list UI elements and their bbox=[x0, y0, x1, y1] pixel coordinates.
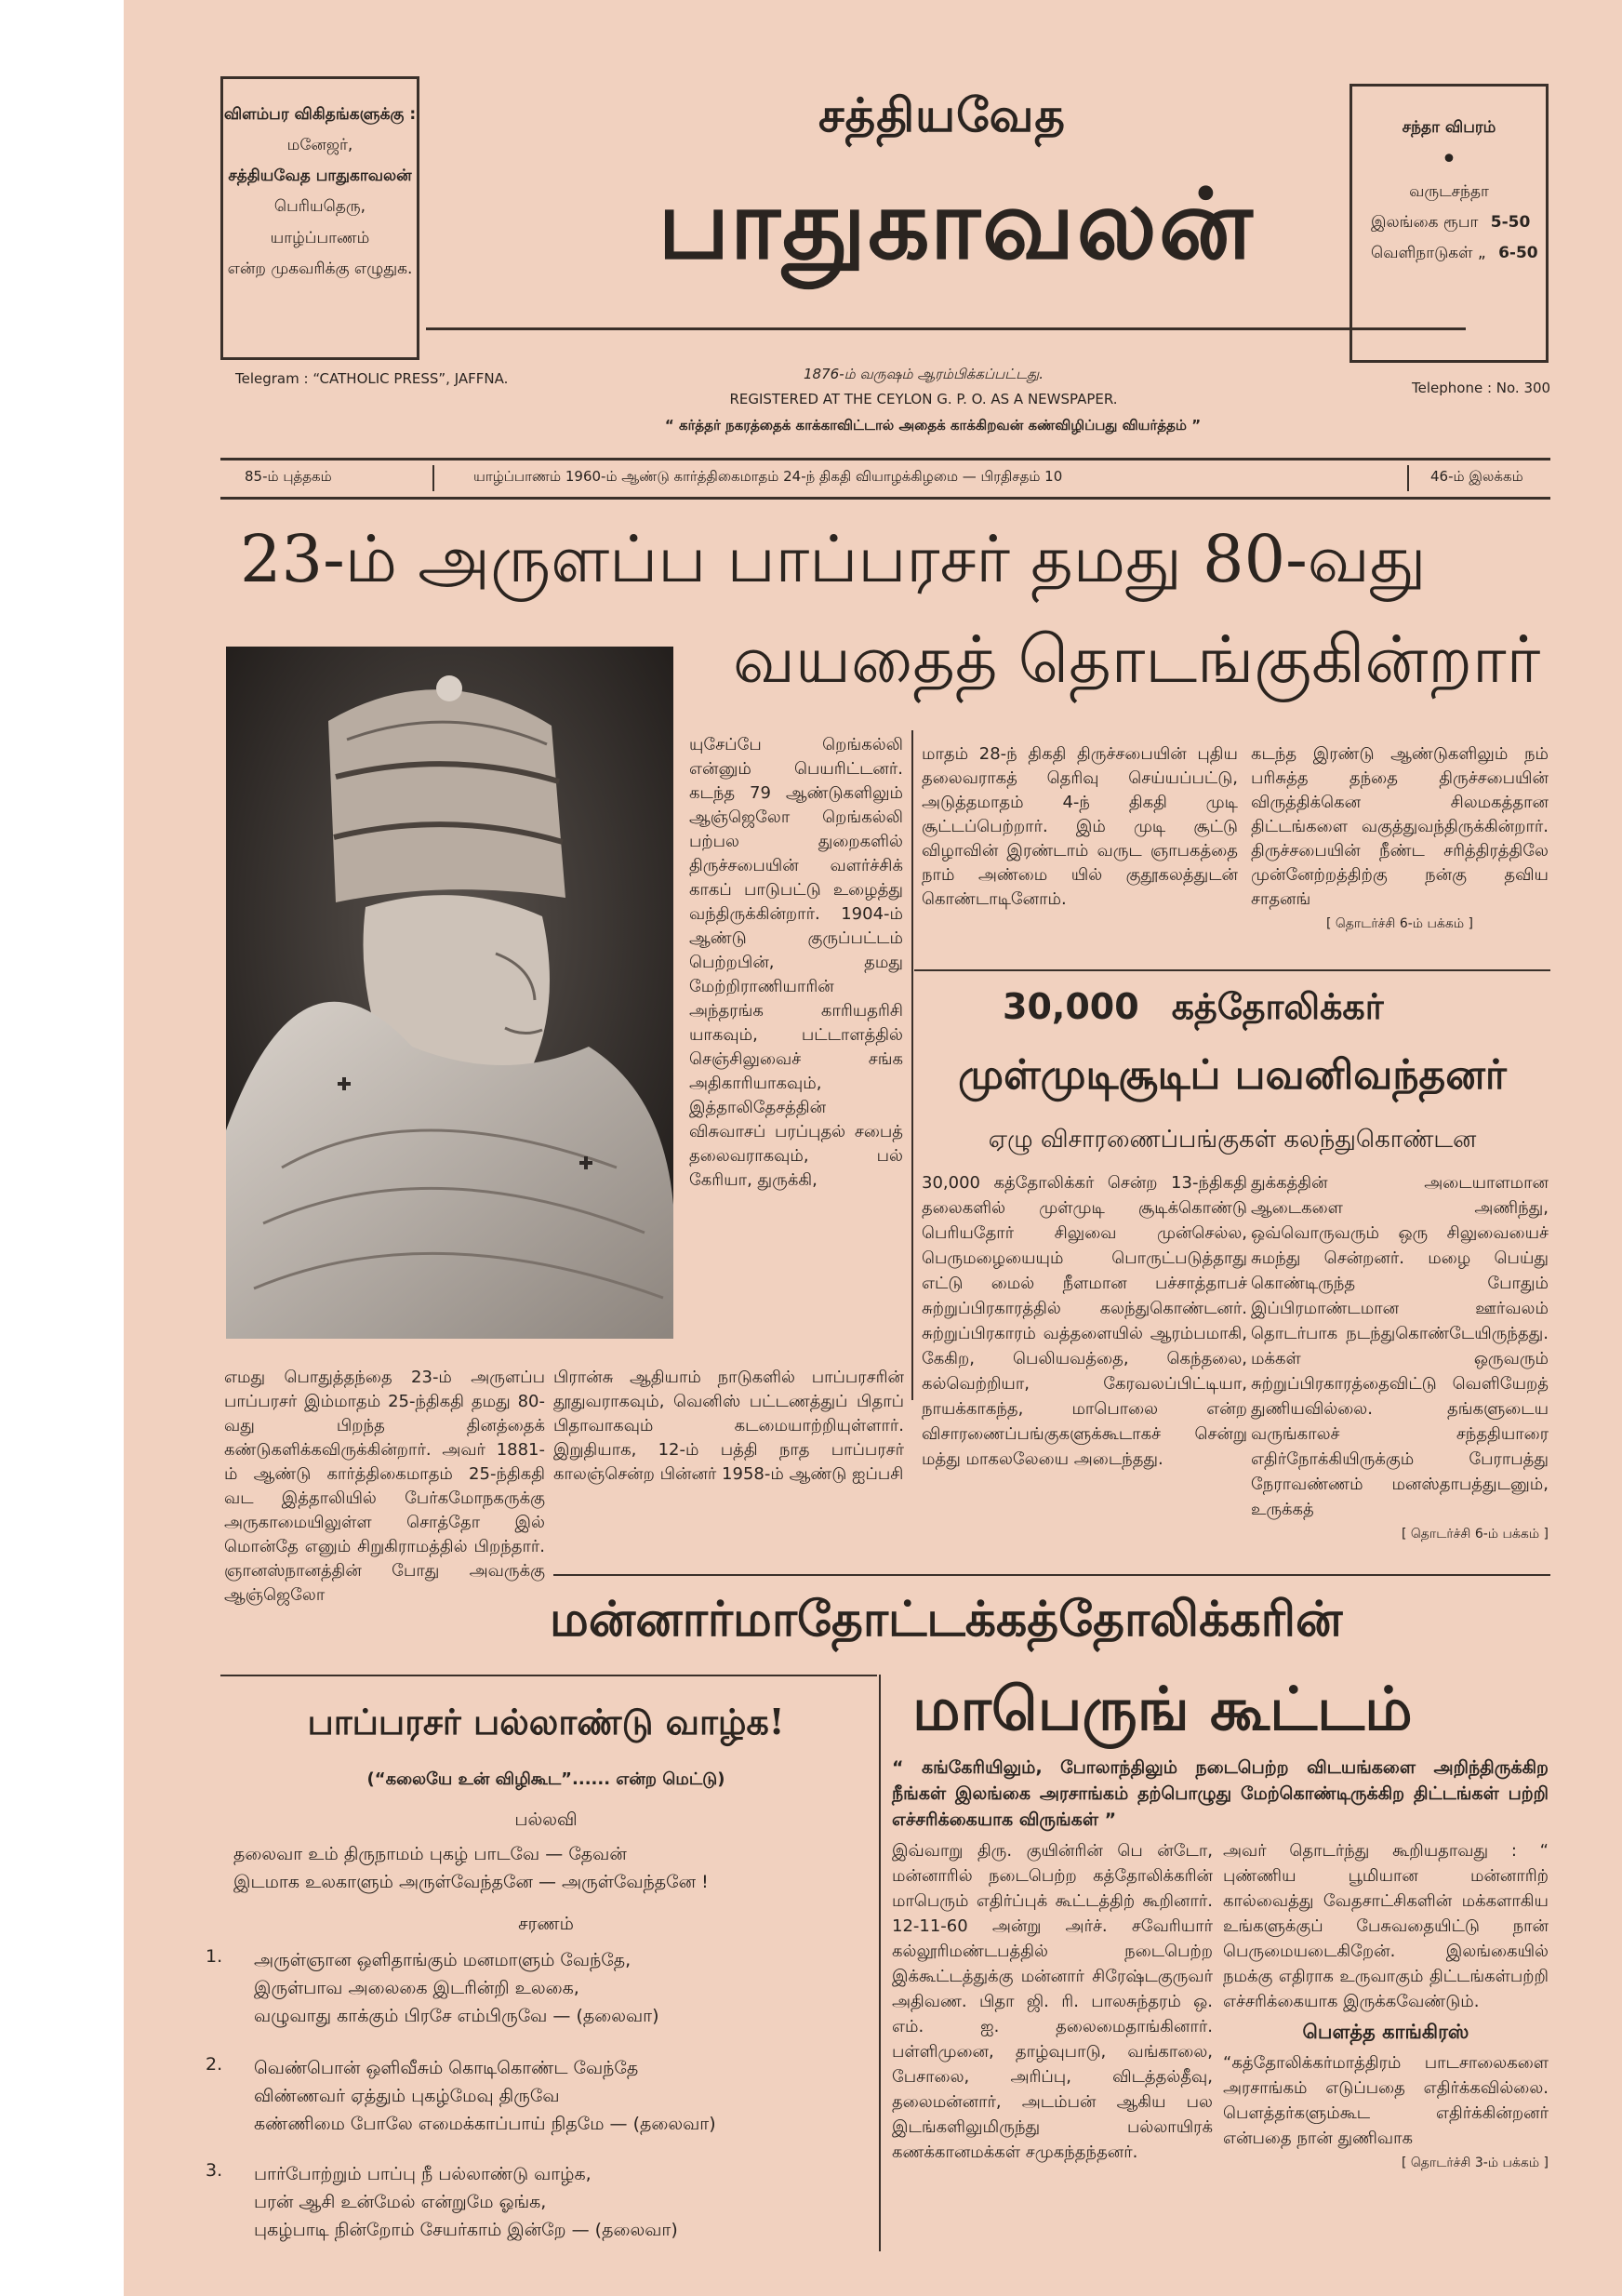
verse bbox=[254, 2160, 877, 2244]
story1-column-c-text: கடந்த இரண்டு ஆண்டுகளிலும் நம் பரிசுத்த தந்தை திருச்சபையின் விருத்திக்கென சிலமகத்தான திட்டங்களை வகுத்துவந்திருக்கின்றார். திருச்சபையின் நீண்ட சரித்திரத்திலே முன்னேற்றத்திற்கு நன்கு தவிய சாதனங் bbox=[1251, 744, 1549, 909]
rate-label: வெளிநாடுகள் „ bbox=[1371, 244, 1486, 263]
telephone-line: Telephone : No. 300 bbox=[1412, 380, 1551, 396]
subscription-sub: வருடசந்தா bbox=[1409, 182, 1489, 202]
masthead-rule bbox=[426, 327, 1466, 330]
story1-column-c bbox=[1251, 742, 1549, 936]
verse bbox=[254, 1946, 877, 2030]
ad-box-line: யாழ்ப்பாணம் bbox=[270, 228, 370, 247]
poem-line: வழுவாது காக்கும் பிரசே எம்பிருவே — (தலைவா) bbox=[254, 2006, 659, 2026]
story3-headline-line2: மாபெருங் கூட்டம் bbox=[912, 1675, 1413, 1744]
ad-box-line: சத்தியவேத பாதுகாவலன் bbox=[228, 167, 412, 186]
dateline-divider bbox=[432, 465, 434, 491]
verse-number: 2. bbox=[206, 2054, 223, 2075]
story2-count: 30,000 bbox=[1003, 986, 1139, 1027]
masthead-subtitle: சத்தியவேத bbox=[818, 88, 1066, 142]
story2-subhead: ஏழு விசாரணைப்பங்குகள் கலந்துகொண்டன bbox=[988, 1126, 1477, 1154]
masthead-main bbox=[454, 167, 1458, 294]
story3-column-b2-text: “கத்தோலிக்கர்மாத்திரம் பாடசாலைகளை அரசாங்கம் எடுப்பதை எதிர்க்கவில்லை. பௌத்தர்களும்கூட எதிர்க்கின்றனர் என்பதை நான் துணிவாக bbox=[1223, 2053, 1549, 2148]
founded-line: 1876-ம் வருஷம் ஆரம்பிக்கப்பட்டது. bbox=[804, 366, 1044, 382]
story2-headline-word: கத்தோலிக்கர் bbox=[1171, 986, 1384, 1027]
story3-column-b-text: அவர் தொடர்ந்து கூறியதாவது : “ புண்ணிய பூமியான மன்னாரிற் கால்வைத்து வேதசாட்சிகளின் மக்களாகிய உங்களுக்குப் பேசுவதையிட்டு நான் பெருமையடைகிறேன். இலங்கையில் நமக்கு எதிராக உருவாகும் திட்டங்கள்பற்றி எச்சரிக்கையாக இருக்கவேண்டும். bbox=[1223, 1841, 1549, 2011]
dateline-rule-bottom bbox=[220, 497, 1550, 500]
issue-number: 46-ம் இலக்கம் bbox=[1430, 468, 1523, 485]
poem-column-rule bbox=[879, 1675, 881, 2251]
story1-column-a: யுசேப்பே றெங்கல்லி என்னும் பெயரிட்டனர். கடந்த 79 ஆண்டுகளிலும் ஆஞ்ஜெலோ றெங்கல்லி பற்பல துறைகளில் திருச்சபையின் வளர்ச்சிக் காகப் பாடுபட்டு உழைத்து வந்திருக்கின்றார். 1904-ம் ஆண்டு குருப்பட்டம் பெற்றபின், தமது மேற்றிராணியாரின் அந்தரங்க காரியதரிசி யாகவும், பட்டாளத்தில் செஞ்சிலுவைச் சங்க அதிகாரியாகவும், இத்தாலிதேசத்தின் விசுவாசப் பரப்புதல் சபைத் தலைவராகவும், பல் கேரியா, துருக்கி, bbox=[689, 735, 903, 1190]
story1-bottom-mid: பிரான்சு ஆதியாம் நாடுகளில் பாப்பரசரின் தூதுவராகவும், வெனிஸ் பட்டணத்துப் பிதாப் பிதாவாகவும் கடமையாற்றியுள்ளார். இறுதியாக, 12-ம் பத்தி நாத பாப்பரசர் காலஞ்சென்ற பின்னர் 1958-ம் ஆண்டு ஐப்பசி bbox=[553, 1368, 904, 1484]
story3-subhead: பௌத்த காங்கிரஸ் bbox=[1302, 2021, 1469, 2043]
story3-column-a: இவ்வாறு திரு. குயின்ரின் பெ ன்டோ, மன்னாரில் நடைபெற்ற கத்தோலிக்கரின் மாபெரும் எதிர்ப்புக் கூட்டத்திற் கூறினார். 12-11-60 அன்று அர்ச். சவேரியார் கல்லூரிமண்டபத்தில் நடைபெற்ற இக்கூட்டத்துக்கு மன்னார் சிரேஷ்டகுருவர் அதிவண. பிதா ஜி. ரி. பாலசுந்தரம் ஒ. எம். ஐ. தலைமைதாங்கினார். பள்ளிமுனை, தாழ்வுபாடு, வங்காலை, பேசாலை, அரிப்பு, விடத்தல்தீவு, தலைமன்னார், அடம்பன் ஆகிய பல இடங்களிலுமிருந்து பல்லாயிரக் கணக்கானமக்கள் சமுகந்தந்தனர். bbox=[892, 1841, 1213, 2162]
volume-number: 85-ம் புத்தகம் bbox=[245, 468, 332, 485]
masthead-name: பாதுகாவலன் bbox=[658, 167, 1255, 281]
poem-rule-top bbox=[220, 1675, 877, 1676]
verse bbox=[254, 2054, 877, 2138]
motto: “ கர்த்தர் நகரத்தைக் காக்காவிட்டால் அதைக் காக்கிறவன் கண்விழிப்பது வியர்த்தம் ” bbox=[664, 417, 1202, 434]
poem-line: பார்போற்றும் பாப்பு நீ பல்லாண்டு வாழ்க, bbox=[254, 2164, 592, 2184]
dateline-divider bbox=[1407, 465, 1409, 491]
binding-margin bbox=[0, 0, 124, 2296]
subscription-box bbox=[1349, 84, 1549, 363]
story2-rule-top bbox=[914, 969, 1550, 971]
ad-box-line: என்ற முகவரிக்கு எழுதுக. bbox=[227, 259, 413, 278]
continuation-note: [ தொடர்ச்சி 3-ம் பக்கம் ] bbox=[1401, 2156, 1549, 2170]
rate-label: இலங்கை ரூபா bbox=[1371, 213, 1479, 233]
story2-headline-line2: முள்முடிசூடிப் பவனிவந்தனர் bbox=[958, 1051, 1507, 1099]
continuation-note: [ தொடர்ச்சி 6-ம் பக்கம் ] bbox=[1401, 1527, 1549, 1542]
poem-line: இடமாக உலகாளும் அருள்வேந்தனே — அருள்வேந்தனே ! bbox=[233, 1872, 709, 1892]
story2-column-b-text: துக்கத்தின் அடையாளமான ஆடைகளை அணிந்து, ஒவ்வொருவரும் ஒரு சிலுவையைச் சுமந்து சென்றனர். மழை பெய்து கொண்டிருந்த போதும் இப்பிரமாண்டமான ஊர்வலம் தொடர்பாக நடந்துகொண்டேயிருந்தது. மக்கள் ஒருவரும் சுற்றுப்பிரகாரத்தைவிட்டு வெளியேறத் துணியவில்லை. தங்களுடைய வருங்காலச் சந்ததியாரை எதிர்நோக்கியிருக்கும் பேராபத்து நேராவண்ணம் மனஸ்தாபத்துடனும், உருக்கத் bbox=[1251, 1173, 1549, 1519]
dateline: யாழ்ப்பாணம் 1960-ம் ஆண்டு கார்த்திகைமாதம் 24-ந் திகதி வியாழக்கிழமை — பிரதிசதம் 10 bbox=[473, 468, 1063, 485]
column-rule bbox=[911, 730, 913, 1400]
rate-value: 6-50 bbox=[1498, 244, 1538, 263]
story1-bottom-left: எமது பொதுத்தந்தை 23-ம் அருளப்ப பாப்பரசர் இம்மாதம் 25-ந்திகதி தமது 80-வது பிறந்த தினத்தைக் கண்டுகளிக்கவிருக்கின்றார். அவர் 1881-ம் ஆண்டு கார்த்திகைமாதம் 25-ந்திகதி வட இத்தாலியில் பேர்கமோநகருக்கு அருகாமையிலுள்ள சொத்தோ இல் மொன்தே எனும் சிறுகிராமத்தில் பிறந்தார். ஞானஸ்நானத்தின் போது அவருக்கு ஆஞ்ஜெலோ bbox=[224, 1368, 545, 1605]
poem-title: பாப்பரசர் பல்லாண்டு வாழ்க! bbox=[307, 1701, 785, 1742]
story2-rule-bottom bbox=[553, 1574, 1550, 1576]
poem-line: பரன் ஆசி உன்மேல் என்றுமே ஓங்க, bbox=[254, 2192, 547, 2212]
verse-number: 3. bbox=[206, 2160, 223, 2181]
story3-lead: “ கங்கேரியிலும், போலாந்திலும் நடைபெற்ற விடயங்களை அறிந்திருக்கிற நீங்கள் இலங்கை அரசாங்கம் தற்பொழுது மேற்கொண்டிருக்கிற திட்டங்கள் பற்றி எச்சரிக்கையாக விருங்கள் ” bbox=[892, 1757, 1549, 1830]
story1-headline-line2: வயதைத் தொடங்குகின்றார் bbox=[733, 621, 1541, 698]
bullet-icon: • bbox=[1441, 143, 1457, 177]
story3-column-b bbox=[1223, 1838, 1549, 2176]
poem-line: வெண்பொன் ஒளிவீசும் கொடிகொண்ட வேந்தே bbox=[254, 2058, 639, 2078]
story3-headline-line1: மன்னார்மாதோட்டக்கத்தோலிக்கரின் bbox=[550, 1591, 1343, 1648]
poem-line: புகழ்பாடி நின்றோம் சேயர்காம் இன்றே — (தலைவா) bbox=[254, 2220, 678, 2240]
telegram-line: Telegram : “CATHOLIC PRESS”, JAFFNA. bbox=[235, 370, 509, 387]
poem-line: தலைவா உம் திருநாமம் புகழ் பாடவே — தேவன் bbox=[233, 1844, 627, 1864]
poem-tune: (“கலையே உன் விழிகூட”...... என்ற மெட்டு) bbox=[366, 1769, 725, 1789]
continuation-note: [ தொடர்ச்சி 6-ம் பக்கம் ] bbox=[1325, 916, 1474, 931]
story2-column-b bbox=[1251, 1170, 1549, 1547]
story2-column-a: 30,000 கத்தோலிக்கர் சென்ற 13-ந்திகதி தலைகளில் முள்முடி சூடிக்கொண்டு பெரியதோர் சிலுவை முன்செல்ல, பெருமழையையும் பொருட்படுத்தாது எட்டு மைல் நீளமான பச்சாத்தாபச் சுற்றுப்பிரகாரத்தில் கலந்துகொண்டனர். சுற்றுப்பிரகாரம் வத்தளையில் ஆரம்பமாகி, கேகிற, பெலியவத்தை, கெந்தலை, கல்வெற்றியா, கேரவலப்பிட்டியா, நாயக்காகந்த, மாபொலை என்ற விசாரணைப்பங்குகளுக்கூடாகச் சென்று மத்து மாகலலேயை அடைந்தது. bbox=[922, 1173, 1247, 1469]
story1-headline-line1: 23-ம் அருளப்ப பாப்பரசர் தமது 80-வது bbox=[240, 521, 1427, 597]
subscription-heading: சந்தா விபரம் bbox=[1402, 118, 1496, 137]
poem-line: இருள்பாவ அலைகை இடரின்றி உலகை, bbox=[254, 1978, 579, 1998]
pope-portrait-image bbox=[226, 647, 673, 1339]
saranam-label: சரணம் bbox=[518, 1914, 574, 1934]
pope-photo bbox=[226, 647, 673, 1339]
story2-headline-line1 bbox=[1003, 986, 1384, 1033]
pallavi bbox=[233, 1840, 875, 1896]
masthead-title bbox=[440, 88, 1444, 149]
rate-value: 5-50 bbox=[1490, 213, 1531, 233]
ad-box-line: விளம்பர விகிதங்களுக்கு : bbox=[223, 105, 417, 124]
pallavi-label: பல்லவி bbox=[514, 1809, 578, 1830]
poem-line: அருள்ஞான ஒளிதாங்கும் மனமாளும் வேந்தே, bbox=[254, 1950, 632, 1970]
dateline-rule-top bbox=[220, 458, 1550, 461]
verse-number: 1. bbox=[206, 1946, 223, 1967]
ad-box-line: மனேஜர், bbox=[286, 136, 353, 155]
story1-column-b: மாதம் 28-ந் திகதி திருச்சபையின் புதிய தலைவராகத் தெரிவு செய்யப்பட்டு, அடுத்தமாதம் 4-ந் திகதி முடி சூட்டப்பெற்றார். இம் முடி சூட்டு விழாவின் இரண்டாம் வருட ஞாபகத்தை நாம் அண்மை யில் குதூகலத்துடன் கொண்டாடினோம். bbox=[922, 744, 1238, 909]
newspaper-page bbox=[124, 0, 1622, 2296]
advertising-info-box bbox=[220, 76, 419, 360]
poem-line: கண்ணிமை போலே எமைக்காப்பாய் நிதமே — (தலைவா) bbox=[254, 2114, 716, 2134]
registered-line: REGISTERED AT THE CEYLON G. P. O. AS A NEWSPAPER. bbox=[729, 391, 1118, 407]
ad-box-line: பெரியதெரு, bbox=[273, 197, 366, 217]
poem-line: விண்ணவர் ஏத்தும் புகழ்மேவு திருவே bbox=[254, 2086, 560, 2106]
